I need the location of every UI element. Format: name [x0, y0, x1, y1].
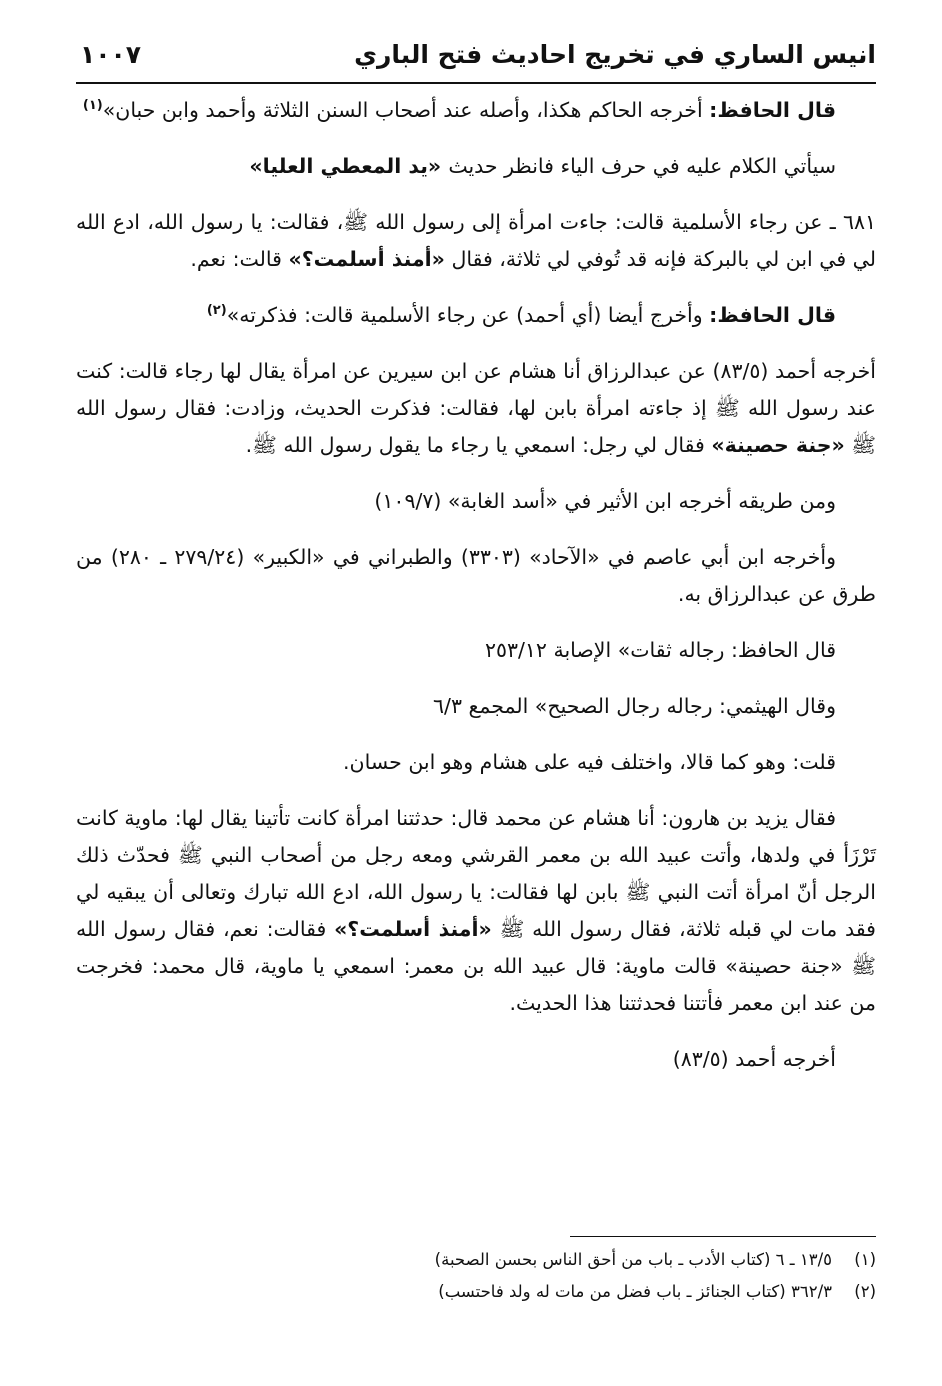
footnote-ref: (٢): [206, 303, 227, 319]
paragraph-text: أخرجه الحاكم هكذا، وأصله عند أصحاب السنن الثلاثة وأحمد وابن حبان»: [102, 98, 710, 122]
page-body: [76, 92, 876, 1097]
page-header: [76, 38, 876, 84]
speaker-label: قال الحافظ:: [709, 98, 836, 122]
paragraph: [76, 632, 876, 669]
paragraph-text: فقالت: نعم، فقال رسول الله ﷺ «جنة حصينة» قالت ماوية: قال عبيد الله بن معمر: اسمعي يا ماوية، قال محمد: فخرجت من عند ابن معمر فأتتنا فحدثتنا هذا الحديث.: [76, 917, 876, 1015]
footnote-ref: (١): [82, 98, 103, 114]
hadith-title: «يد المعطي العليا»: [249, 154, 449, 178]
paragraph: [76, 353, 876, 464]
hadith-quote: «أمنذ أسلمت؟»: [288, 247, 445, 271]
footnote-separator: [570, 1236, 876, 1237]
paragraph-text: وقال الهيثمي: رجاله رجال الصحيح» المجمع ٦/٣: [433, 694, 836, 718]
paragraph-text: قلت: وهو كما قالا، واختلف فيه على هشام وهو ابن حسان.: [343, 750, 836, 774]
speaker-label: قال الحافظ:: [709, 303, 836, 327]
hadith-entry: [76, 204, 876, 278]
footnote: [76, 1276, 876, 1308]
paragraph: [76, 688, 876, 725]
paragraph-text: وأخرج أيضا (أي أحمد) عن رجاء الأسلمية قالت: فذكرته»: [226, 303, 710, 327]
paragraph-text: وأخرجه ابن أبي عاصم في «الآحاد» (٣٣٠٣) والطبراني في «الكبير» (٢٧٩/٢٤ ـ ٢٨٠) من طرق عن عبدالرزاق به.: [76, 545, 876, 606]
footnotes: [76, 1244, 876, 1308]
paragraph-text: فقال يزيد بن هارون: أنا هشام عن محمد قال: حدثتنا امرأة كانت تأتينا يقال لها: ماوية كانت تَرْزَأ في ولدها، وأتت عبيد الله بن معمر القرشي ومعه رجل من أصحاب النبي ﷺ فحدّث ذلك الرجل أنّ امرأة أتت النبي ﷺ بابن لها فقالت: يا رسول الله، ادع الله تبارك وتعالى أن يبقيه لي فقد مات لي قبله ثلاثة، فقال رسول الله ﷺ: [76, 806, 876, 941]
paragraph-text: سيأتي الكلام عليه في حرف الياء فانظر حديث: [448, 154, 836, 178]
paragraph: [76, 1041, 876, 1078]
paragraph: [76, 800, 876, 1022]
footnote: [76, 1244, 876, 1276]
paragraph: [76, 539, 876, 613]
paragraph: [76, 148, 876, 185]
paragraph-text: ٦٨١ ـ عن رجاء الأسلمية قالت: جاءت امرأة إلى رسول الله ﷺ، فقالت: يا رسول الله، ادع الله لي في ابن لي بالبركة فإنه قد تُوفي لي ثلاثة، فقال: [76, 210, 876, 271]
page-number: ١٠٠٧: [80, 40, 142, 69]
paragraph: [76, 92, 876, 129]
footnote-text: ٣٦٢/٣ (كتاب الجنائز ـ باب فضل من مات له ولد فاحتسب): [438, 1282, 832, 1301]
paragraph-text: فقال لي رجل: اسمعي يا رجاء ما يقول رسول الله ﷺ.: [245, 433, 712, 457]
paragraph-text: قالت: نعم.: [190, 247, 289, 271]
running-title: انيس الساري في تخريج احاديث فتح الباري: [354, 40, 876, 69]
paragraph-text: قال الحافظ: رجاله ثقات» الإصابة ٢٥٣/١٢: [484, 638, 836, 662]
paragraph: [76, 744, 876, 781]
hadith-quote: «جنة حصينة»: [711, 433, 845, 457]
footnote-number: (٢): [854, 1282, 876, 1301]
paragraph-text: ومن طريقه أخرجه ابن الأثير في «أسد الغابة» (١٠٩/٧): [374, 489, 836, 513]
paragraph: [76, 297, 876, 334]
paragraph-text: أخرجه أحمد (٨٣/٥): [672, 1047, 836, 1071]
paragraph: [76, 483, 876, 520]
footnote-text: ١٣/٥ ـ ٦ (كتاب الأدب ـ باب من أحق الناس بحسن الصحبة): [434, 1250, 832, 1269]
hadith-quote: «أمنذ أسلمت؟»: [334, 917, 492, 941]
footnote-number: (١): [854, 1250, 876, 1269]
paragraph-text: أخرجه أحمد (٨٣/٥) عن عبدالرزاق أنا هشام عن ابن سيرين عن امرأة يقال لها رجاء قالت: كنت عند رسول الله ﷺ إذ جاءته امرأة بابن لها، فقالت: فذكرت الحديث، وزادت: فقال رسول الله ﷺ: [76, 359, 876, 457]
